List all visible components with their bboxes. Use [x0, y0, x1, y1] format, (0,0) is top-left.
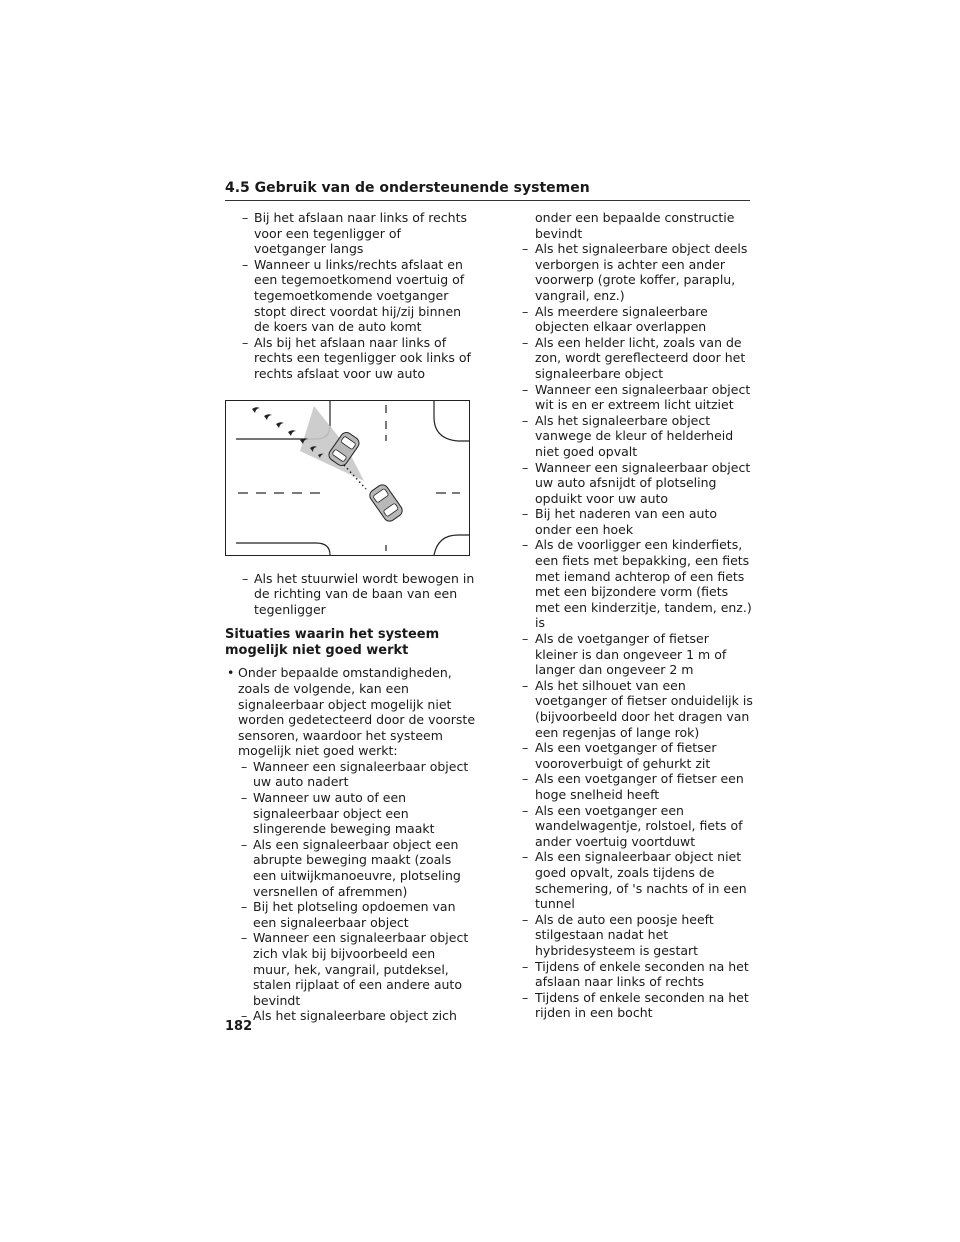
list-item: – Als het signaleerbare object zich: [241, 1008, 457, 1024]
list-item: – Tijdens of enkele seconden na het afslaan naar links of rechts: [522, 958, 749, 990]
sub-list: [225, 759, 475, 1024]
list-item: – Als de voetganger of fietser kleiner is dan ongeveer 1 m of langer dan ongeveer 2 m: [522, 631, 727, 678]
list-item: – Als een voetganger of fietser een hoge snelheid heeft: [522, 771, 744, 802]
page-number: 182: [225, 1019, 253, 1034]
right-column: [522, 210, 754, 1021]
list-item: – Als een voetganger of fietser vooroverbuigt of gehurkt zit: [522, 740, 717, 771]
list-item: – Als een signaleerbaar object niet goed opvalt, zoals tijdens de schemering, of 's nachts of in een tunnel: [522, 849, 747, 912]
list-item: – Als het signaleerbare object deels verborgen is achter een ander voorwerp (grote koffer, paraplu, vangrail, enz.): [522, 241, 748, 303]
list-item: – Als een signaleerbaar object een abrupte beweging maakt (zoals een uitwijkmanoeuvre, plotseling versnellen of afremmen): [241, 836, 461, 899]
list-item: – Als de auto een poosje heeft stilgestaan nadat het hybridesysteem is gestart: [522, 911, 714, 958]
intersection-illustration: [225, 400, 470, 556]
list-item: – Wanneer een signaleerbaar object uw auto nadert: [241, 758, 469, 790]
list-item: – Als meerdere signaleerbare objecten elkaar overlappen: [522, 303, 708, 335]
list-item: – Als het stuurwiel wordt bewogen in de richting van de baan van een tegenligger: [242, 570, 475, 617]
list-item: – Wanneer u links/rechts afslaat en een tegemoetkomend voertuig of tegemoetkomende voetganger stopt direct voordat hij/zij binnen de koers van de auto komt: [242, 256, 465, 335]
section-header: 4.5 Gebruik van de ondersteunende systemen: [225, 178, 750, 201]
bullet-item: • Onder bepaalde omstandigheden, zoals de volgende, kan een signaleerbaar object mogelijk niet worden gedetecteerd door de voorste sensoren, waardoor het systeem mogelijk niet goed werkt:: [227, 665, 476, 759]
list-item: – Wanneer een signaleerbaar object zich vlak bij bijvoorbeeld een muur, hek, vangrail, putdeksel, stalen rijplaat of een andere auto bevindt: [241, 930, 469, 1008]
list-item: – Bij het afslaan naar links of rechts voor een tegenligger of voetganger langs: [242, 210, 467, 257]
section-heading: Situaties waarin het systeem mogelijk niet goed werkt: [225, 627, 440, 659]
list-item: – Wanneer een signaleerbaar object uw auto afsnijdt of plotseling opduikt voor uw auto: [522, 459, 751, 506]
list-item: – Wanneer uw auto of een signaleerbaar object een slingerende beweging maakt: [241, 790, 435, 837]
list-item: – Als een voetganger een wandelwagentje, rolstoel, fiets of ander voertuig voortduwt: [522, 802, 743, 849]
list-item: – Als het silhouet van een voetganger of fietser onduidelijk is (bijvoorbeeld door het dragen van een regenjas of lange rok): [522, 677, 753, 740]
list-item: – Als een helder licht, zoals van de zon, wordt gereflecteerd door het signaleerbare object: [522, 334, 746, 381]
list-item: – Als het signaleerbare object vanwege de kleur of helderheid niet goed opvalt: [522, 412, 734, 459]
left-column: [225, 210, 475, 1024]
list-item: – Tijdens of enkele seconden na het rijden in een bocht: [522, 989, 749, 1021]
list-item-continuation: onder een bepaalde constructie bevindt: [535, 210, 735, 241]
list-item: – Als bij het afslaan naar links of rechts een tegenligger ook links of rechts afslaat voor uw auto: [242, 334, 471, 381]
list-item: – Bij het plotseling opdoemen van een signaleerbaar object: [241, 899, 456, 930]
list-item: – Als de voorligger een kinderfiets, een fiets met bepakking, een fiets met iemand achterop of een fiets met een bijzondere vorm (fiets met een kinderzitje, tandem, enz.) is: [522, 537, 752, 631]
list-item: – Bij het naderen van een auto onder een hoek: [522, 506, 718, 537]
list-item: – Wanneer een signaleerbaar object wit is en er extreem licht uitziet: [522, 381, 751, 413]
